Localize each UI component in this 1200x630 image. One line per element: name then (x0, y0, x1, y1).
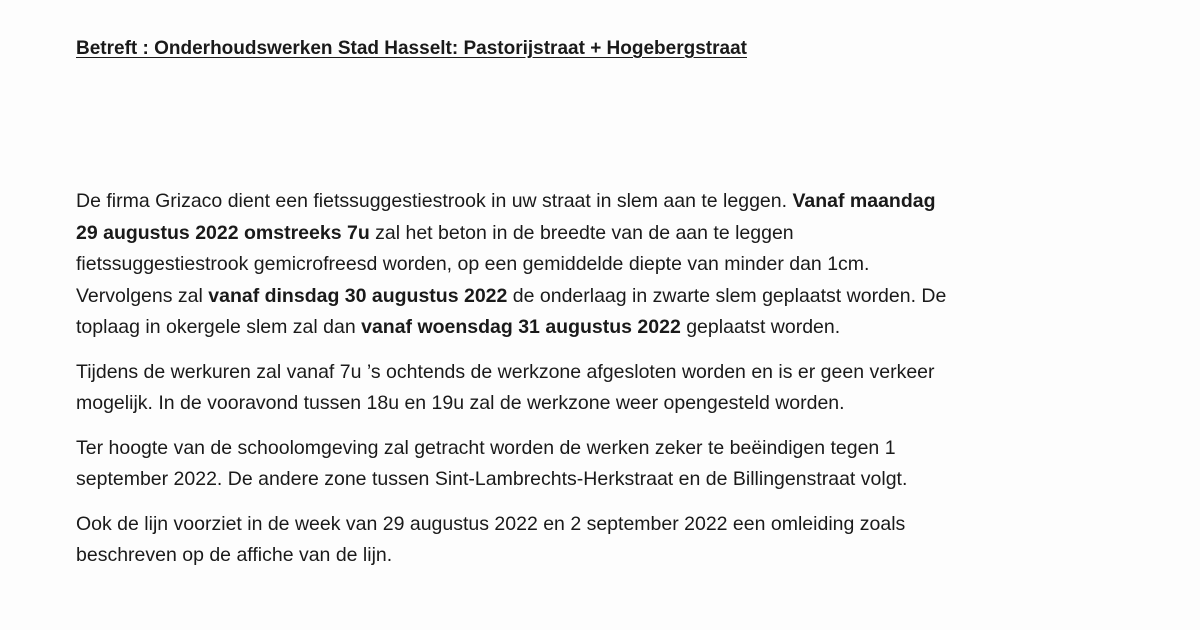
paragraph-works-schedule (76, 186, 1116, 344)
text-line: fietssuggestiestrook gemicrofreesd worden, op een gemiddelde diepte van minder dan 1cm. (76, 253, 870, 275)
text-line: mogelijk. In de vooravond tussen 18u en 19u zal de werkzone weer opengesteld worden. (76, 392, 845, 414)
text-line: Ter hoogte van de schoolomgeving zal getracht worden de werken zeker te beëindigen tegen 1 (76, 436, 896, 459)
text-line: beschreven op de affiche van de lijn. (76, 544, 393, 566)
paragraph-work-hours (76, 357, 1116, 420)
text-segment: zal het beton in de breedte van de aan te leggen (369, 221, 794, 244)
paragraph-school-zone (76, 433, 1116, 496)
text-segment: De firma Grizaco dient een fietssuggestiestrook in uw straat in slem aan te leggen. (76, 190, 793, 212)
subject-heading: Betreft : Onderhoudswerken Stad Hasselt: Pastorijstraat + Hogebergstraat (76, 38, 747, 59)
text-line (76, 218, 1116, 250)
text-segment: geplaatst worden. (680, 316, 841, 338)
text-line (76, 312, 1116, 344)
bold-date-text: Vanaf maandag (792, 190, 936, 212)
text-line (76, 186, 1116, 218)
bold-date-text: 29 augustus 2022 omstreeks 7u (76, 221, 370, 244)
text-line: Tijdens de werkuren zal vanaf 7u ’s ochtends de werkzone afgesloten worden en is er geen verkeer (76, 360, 935, 383)
bold-date-text: vanaf woensdag 31 augustus 2022 (361, 316, 681, 338)
letter-body (76, 186, 1116, 585)
text-line: september 2022. De andere zone tussen Sint-Lambrechts-Herkstraat en de Billingenstraat volgt. (76, 468, 908, 490)
text-segment: Vervolgens zal (76, 284, 209, 307)
text-segment: toplaag in okergele slem zal dan (76, 316, 362, 338)
text-line (76, 281, 1116, 313)
text-line: Ook de lijn voorziet in de week van 29 augustus 2022 en 2 september 2022 een omleiding zoals (76, 512, 906, 535)
text-segment: de onderlaag in zwarte slem geplaatst worden. De (507, 284, 947, 307)
paragraph-bus-detour (76, 509, 1116, 572)
bold-date-text: vanaf dinsdag 30 augustus 2022 (208, 284, 508, 307)
